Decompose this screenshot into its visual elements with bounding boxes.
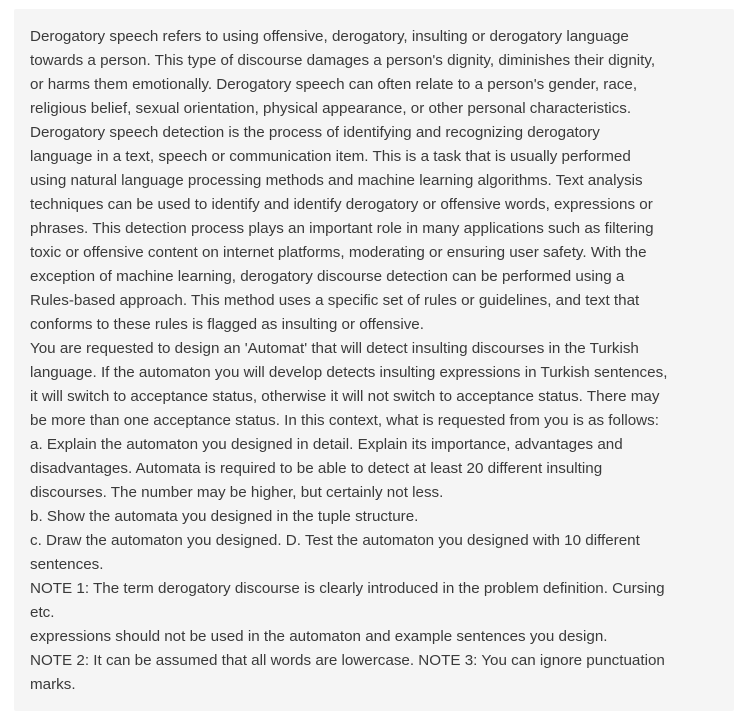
text-line-26: expressions should not be used in the automaton and example sentences you design. [30,628,608,645]
text-line-23: sentences. [30,556,104,573]
text-line-10: toxic or offensive content on internet platforms, moderating or ensuring user safety. With the [30,244,647,261]
text-line-14: You are requested to design an 'Automat' that will detect insulting discourses in the Turkish [30,340,639,357]
text-line-27: NOTE 2: It can be assumed that all words are lowercase. NOTE 3: You can ignore punctuation [30,652,665,669]
document-text [30,25,730,697]
text-line-3: or harms them emotionally. Derogatory speech can often relate to a person's gender, race, [30,76,638,93]
text-line-12: Rules-based approach. This method uses a specific set of rules or guidelines, and text that [30,292,640,309]
text-line-21: b. Show the automata you designed in the tuple structure. [30,508,419,525]
text-line-20: discourses. The number may be higher, but certainly not less. [30,484,444,501]
text-line-19: disadvantages. Automata is required to be able to detect at least 20 different insulting [30,460,603,477]
text-line-7: using natural language processing methods and machine learning algorithms. Text analysis [30,172,643,189]
text-line-15: language. If the automaton you will develop detects insulting expressions in Turkish sentences, [30,364,668,381]
text-line-2: towards a person. This type of discourse damages a person's dignity, diminishes their dignity, [30,52,656,69]
text-line-5: Derogatory speech detection is the process of identifying and recognizing derogatory [30,124,600,141]
text-line-11: exception of machine learning, derogatory discourse detection can be performed using a [30,268,625,285]
text-line-1: Derogatory speech refers to using offensive, derogatory, insulting or derogatory language [30,28,629,45]
text-line-24: NOTE 1: The term derogatory discourse is clearly introduced in the problem definition. Cursing [30,580,665,597]
text-line-9: phrases. This detection process plays an important role in many applications such as filtering [30,220,654,237]
text-line-28: marks. [30,676,76,693]
text-line-17: be more than one acceptance status. In this context, what is requested from you is as follows: [30,412,659,429]
text-line-13: conforms to these rules is flagged as insulting or offensive. [30,316,424,333]
text-line-16: it will switch to acceptance status, otherwise it will not switch to acceptance status. There may [30,388,660,405]
text-line-22: c. Draw the automaton you designed. D. Test the automaton you designed with 10 different [30,532,640,549]
text-line-6: language in a text, speech or communication item. This is a task that is usually performed [30,148,631,165]
text-line-25: etc. [30,604,55,621]
text-line-4: religious belief, sexual orientation, physical appearance, or other personal characteristics. [30,100,632,117]
text-line-8: techniques can be used to identify and identify derogatory or offensive words, expressions or [30,196,653,213]
text-line-18: a. Explain the automaton you designed in detail. Explain its importance, advantages and [30,436,623,453]
